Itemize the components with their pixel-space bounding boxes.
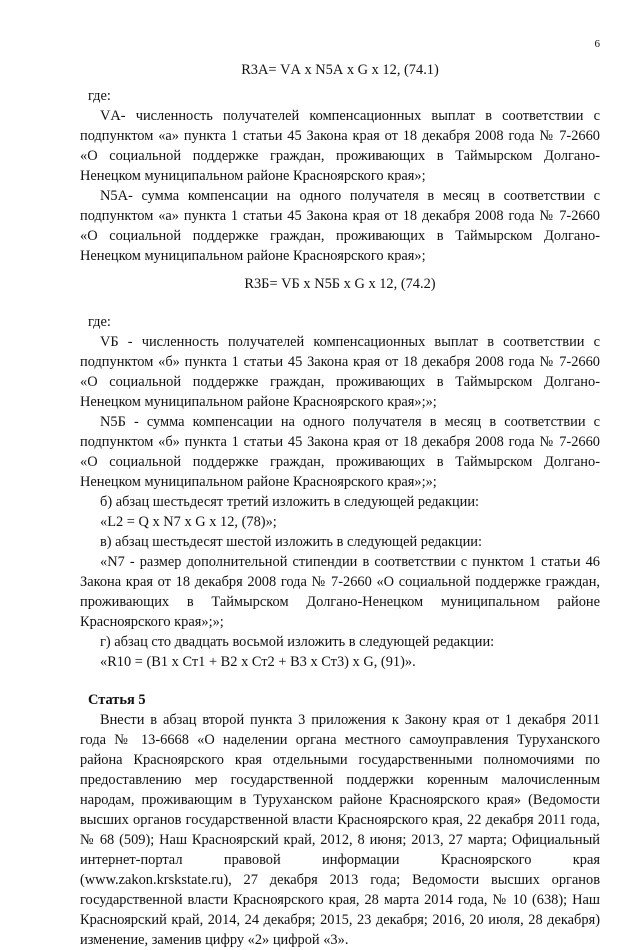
page-number: 6	[594, 38, 600, 50]
definition-va: VА- численность получателей компенсационных выплат в соответствии с подпунктом «а» пункта 1 статьи 45 Закона края от 18 декабря 2008 года № 7-2660 «О социальной поддержке граждан, проживающих в Таймырском Долгано-Ненецком муниципальном районе Красноярского края»;	[80, 108, 600, 184]
amendment-item-v: в) абзац шестьдесят шестой изложить в следующей редакции:	[100, 534, 482, 550]
where-label: где:	[88, 88, 111, 104]
definition-vb: VБ - численность получателей компенсационных выплат в соответствии с подпунктом «б» пункта 1 статьи 45 Закона края от 18 декабря 2008 года № 7-2660 «О социальной поддержке граждан, проживающих в Таймырском Долгано-Ненецком муниципальном районе Красноярского края»;»;	[80, 334, 600, 410]
document-body	[80, 60, 600, 950]
amendment-item-g: г) абзац сто двадцать восьмой изложить в следующей редакции:	[100, 634, 495, 650]
article-5-heading: Статья 5	[88, 692, 146, 708]
formula-91: «R10 = (B1 x Ст1 + B2 x Ст2 + B3 x Ст3) x G, (91)».	[100, 654, 416, 670]
formula-74-2: R3Б= VБ x N5Б x G x 12, (74.2)	[244, 276, 436, 292]
definition-n5b: N5Б - сумма компенсации на одного получателя в месяц в соответствии с подпунктом «б» пункта 1 статьи 45 Закона края от 18 декабря 2008 года № 7-2660 «О социальной поддержке граждан, проживающих в Таймырском Долгано-Ненецком муниципальном районе Красноярского края»;»;	[80, 414, 600, 490]
formula-74-1: R3А= VА x N5А x G x 12, (74.1)	[241, 62, 439, 78]
formula-78: «L2 = Q x N7 x G x 12, (78)»;	[100, 514, 277, 530]
amendment-item-b: б) абзац шестьдесят третий изложить в следующей редакции:	[100, 494, 480, 510]
definition-n7: «N7 - размер дополнительной стипендии в соответствии с пунктом 1 статьи 46 Закона края от 18 декабря 2008 года № 7-2660 «О социальной поддержке граждан, проживающих в Таймырском Долгано-Ненецком муниципальном районе Красноярского края»;»;	[80, 554, 600, 630]
where-label-2: где:	[88, 314, 111, 330]
article-5-text: Внести в абзац второй пункта 3 приложения к Закону края от 1 декабря 2011 года № 13-6668 «О наделении органа местного самоуправления Туруханского района Красноярского края отдельными государственными полномочиями по предоставлению мер государственной поддержки коренным малочисленным народам, проживающим в Туруханском районе Красноярского края» (Ведомости высших органов государственной власти Красноярского края, 22 декабря 2011 года, № 68 (509); Наш Красноярский край, 2012, 8 июня; 2013, 27 марта; Официальный интернет-портал правовой информации Красноярского края (www.zakon.krskstate.ru), 27 декабря 2013 года; Ведомости высших органов государственной власти Красноярского края, 28 марта 2014 года, № 10 (638); Наш Красноярский край, 2014, 24 декабря; 2015, 23 декабря; 2016, 20 июля, 28 декабря) изменение, заменив цифру «2» цифрой «3».	[80, 712, 600, 948]
definition-n5a: N5А- сумма компенсации на одного получателя в месяц в соответствии с подпунктом «а» пункта 1 статьи 45 Закона края от 18 декабря 2008 года № 7-2660 «О социальной поддержке граждан, проживающих в Таймырском Долгано-Ненецком муниципальном районе Красноярского края»;	[80, 188, 600, 264]
